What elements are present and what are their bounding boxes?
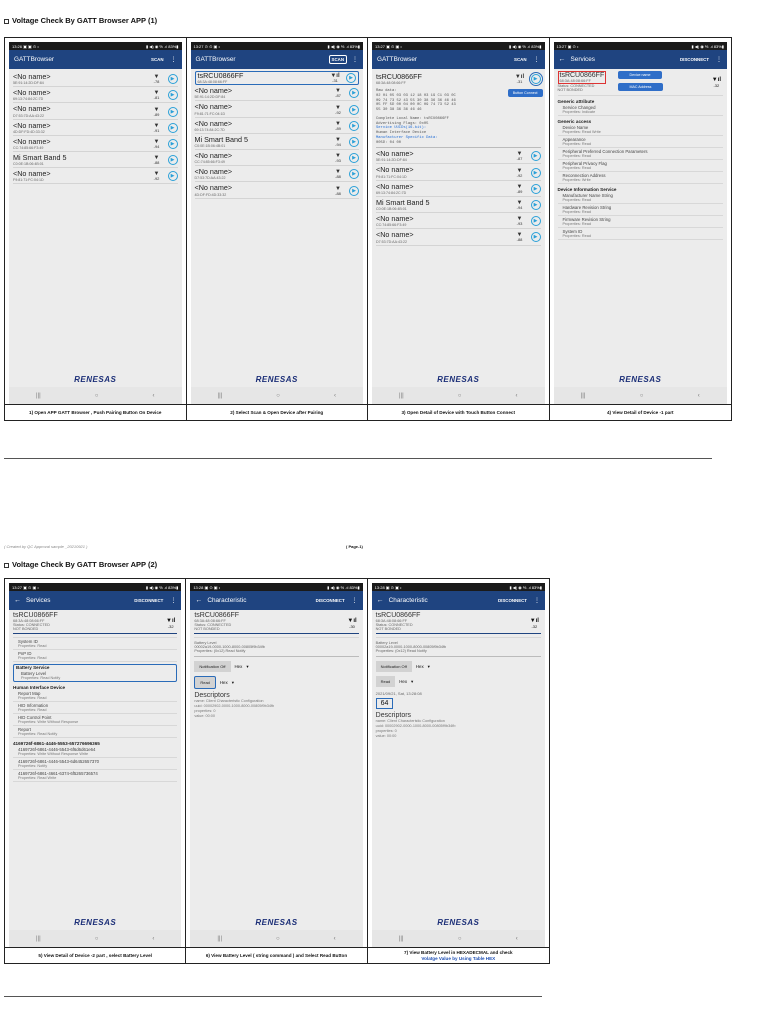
device-mac: 68:3A:48:08:66:FF [13, 619, 45, 623]
scan-button[interactable]: SCAN [514, 57, 527, 62]
device-mac: 69:13:74:84:2C:7D [194, 127, 225, 132]
signal-strength-icon: ▼ -91 [153, 122, 160, 133]
chevron-down-icon[interactable]: ▾ [411, 678, 414, 684]
app-bar [372, 50, 545, 69]
home-icon[interactable]: ○ [457, 392, 462, 399]
chevron-down-icon[interactable]: ▾ [427, 663, 430, 669]
characteristic-item[interactable]: HID Control Point Properties: Write Without Response [13, 714, 177, 726]
signal-strength-icon: ▼ -94 [335, 136, 341, 147]
connect-button[interactable]: ▶ [346, 73, 356, 83]
signal-strength: ▼ıl -30 [347, 618, 357, 629]
read-timestamp: 2021/09/21, Sat, 13:28:08 [375, 691, 422, 696]
page-title: Characteristic [388, 597, 428, 604]
renesas-logo: RENESAS [255, 375, 298, 384]
device-mac: D7:53:7D:AA:43:22 [13, 113, 44, 118]
scan-button[interactable]: SCAN [329, 55, 347, 64]
panel-4 [550, 38, 732, 420]
device-header: tsRCU0866FF 68:3A:48:08:66:FF Status: CONNECTED NOT BONDED ▼ıl -32 [558, 71, 724, 96]
panel-caption: 7) View Battery Level in HEXADECMAL and check Volatge Value by Using Table HEX [368, 947, 549, 963]
divider [4, 996, 542, 997]
characteristic-item[interactable]: Device Name Properties: Read Write [558, 124, 724, 136]
device-name: <No name> [194, 118, 233, 128]
signal-strength-icon: ▼ -89 [153, 106, 160, 117]
device-header: tsRCU0866FF 68:3A:48:08:66:FF Status: CONNECTED NOT BONDED ▼ıl -30 [194, 612, 358, 638]
back-arrow-icon[interactable]: ← [195, 597, 203, 604]
device-mac: 69:13:74:84:2C:7D [13, 97, 44, 102]
section1-title: Voltage Check By GATT Browser APP (1) [4, 16, 157, 25]
notification-off-button[interactable]: Notification Off [376, 661, 412, 672]
connect-button[interactable]: ▶ [168, 171, 178, 181]
footer-left: ( Created by QC Approval sample _20210921 ) [4, 544, 88, 549]
hid-service-head: Human Interface Device [13, 685, 66, 690]
format-select[interactable]: Hex [415, 664, 424, 669]
char-name: Battery Level [375, 641, 398, 645]
read-button[interactable]: Read [376, 676, 396, 687]
back-arrow-icon[interactable]: ← [14, 597, 21, 604]
app-title: GATTBrowser [14, 56, 55, 63]
signal-strength-icon: ▼ -88 [516, 232, 523, 243]
connect-button[interactable]: ▶ [349, 169, 359, 179]
connect-button[interactable]: ▶ [349, 137, 359, 147]
device-mac: 68:3A:48:08:66:FF [375, 619, 408, 623]
device-row[interactable] [13, 103, 178, 119]
status-bar: 13:27 ⊙ ⊙ ▣ • ▮ ◀) ◉ ℅ .ıl 83%▮ [191, 42, 364, 50]
device-name: tsRCU0866FF [194, 612, 240, 619]
device-name: tsRCU0866FF [559, 72, 605, 79]
device-row[interactable] [195, 150, 360, 166]
device-row[interactable] [13, 168, 178, 184]
device-row[interactable] [195, 134, 360, 150]
device-row[interactable] [13, 136, 178, 152]
characteristic-item[interactable]: Hardware Revision String Properties: Read [558, 204, 724, 216]
service-head: Device Information Service [557, 187, 617, 192]
app-bar [190, 591, 362, 610]
signal-strength-icon: ▼ -78 [153, 74, 160, 85]
app-title: GATTBrowser [377, 56, 418, 63]
nav-bar [190, 930, 362, 947]
menu-icon[interactable]: ⋮ [170, 598, 177, 604]
app-bar [191, 50, 364, 69]
menu-icon[interactable]: ⋮ [351, 598, 358, 604]
back-icon[interactable]: ‹ [333, 392, 336, 399]
raw-data: Raw data: 02 01 05 03 03 12 18 03 19 C1 03 0C 09 74 73 52 43 55 30 38 36 36 46 46 05 FF 5D 00 04 00 0C 09 74 73 52 43 55 30 38 36 36 46 46 Complete Local Name: tsRCU0866FF Advertising Flags: 0x05 Service UUIDs(16-bit): Human Interface Device Manufacturer Specific Data: 005D: 04 00 [376, 89, 456, 145]
signal-strength: ▼ıl -32 [166, 618, 176, 629]
characteristic-item[interactable]: 4169726f-6861-4661-6374-6f5265736574 Properties: Read Write [13, 770, 177, 782]
characteristic-item[interactable]: System ID Properties: Read [558, 228, 724, 240]
characteristic-item[interactable]: Firmware Revision String Properties: Read [558, 216, 724, 228]
characteristic-item[interactable]: 4169726f-6861-4446-5543-6f6d6d61e64 Properties: Write Without Response Write [13, 746, 177, 758]
device-mac: 5E:91:14:2D:DF:84 [376, 158, 407, 163]
nav-bar [554, 387, 728, 404]
device-name: tsRCU0866FF [13, 612, 58, 619]
device-name: <No name> [194, 183, 233, 193]
device-row[interactable] [13, 120, 178, 136]
phone-screen [191, 42, 364, 404]
connect-button[interactable]: ▶ [168, 90, 178, 100]
descriptor: name: Client Characteristic Configuration uuid: 00002902-0000-1000-8000-00805f9b34fb properties: 0 value: 00:00 [194, 699, 275, 718]
device-name: <No name> [13, 169, 51, 179]
device-header: tsRCU0866FF 68:3A:48:08:66:FF Status: CONNECTED NOT BONDED ▼ıl -32 [376, 612, 541, 638]
signal-strength: ▼ıl -32 [711, 77, 721, 88]
app-bar [9, 50, 182, 69]
characteristic-item[interactable]: HID Information Properties: Read [13, 702, 177, 714]
signal-strength-icon: ▼ -94 [516, 199, 523, 210]
signal-strength-icon: ▼ -89 [516, 183, 523, 194]
connect-button[interactable]: ▶ [531, 168, 541, 178]
back-icon[interactable]: ‹ [152, 935, 155, 942]
panel-caption: 4) View Detail of Device -1 part [550, 404, 732, 420]
signal-strength-icon: ▼ -92 [153, 171, 160, 182]
connect-button[interactable]: ▶ [168, 74, 178, 84]
device-mac: F9:81:71:FC:04:1D [13, 178, 44, 183]
home-icon[interactable]: ○ [457, 935, 462, 942]
screenshot-grid-2 [4, 578, 550, 964]
page-title: Characteristic [207, 597, 247, 604]
nav-bar [9, 930, 181, 947]
format-select[interactable]: Hex [399, 679, 408, 684]
menu-icon[interactable]: ⋮ [716, 57, 722, 63]
device-detail [372, 69, 545, 372]
device-mac: 69:13:74:84:2C:7D [376, 190, 407, 195]
connect-button[interactable]: ▶ [531, 151, 541, 161]
device-name: <No name> [194, 102, 233, 112]
connect-button[interactable]: ▶ [531, 216, 541, 226]
signal-strength-icon: ▼ -87 [516, 151, 523, 162]
phone-screen [554, 42, 728, 404]
app-title: GATTBrowser [195, 56, 236, 63]
device-name: <No name> [13, 120, 51, 130]
device-name: tsRCU0866FF [375, 612, 421, 619]
divider [4, 458, 712, 459]
connect-button[interactable]: ▶ [531, 184, 541, 194]
panel-2 [187, 38, 369, 420]
home-icon[interactable]: ○ [276, 392, 280, 399]
signal-strength-icon: ▼ -89 [335, 120, 341, 131]
status-bar: 13:27 ▣ ⊙ ▣ • ▮ ◀) ◉ ℅ .ıl 83%▮ [372, 42, 545, 50]
characteristic-item[interactable]: Appearance Properties: Read [558, 136, 724, 148]
device-name: <No name> [376, 165, 414, 175]
nav-bar [9, 387, 182, 404]
device-name: <No name> [194, 167, 233, 177]
custom-service-head: 4169726f-6861-4446-5553-657276696365 [13, 741, 100, 746]
status-bar: 13:27 ▣ ⊙ • ▮ ◀) ◉ ℅ .ıl 83%▮ [554, 42, 728, 50]
renesas-logo: RENESAS [74, 375, 117, 384]
mac-address-callout: MAC Address [618, 83, 664, 91]
device-row[interactable] [376, 197, 541, 213]
battery-service-group[interactable] [13, 664, 177, 682]
panel-3 [368, 38, 550, 420]
panel-caption: 6) View Battery Level ( string command ) and Select Read Button [186, 947, 366, 963]
nav-bar [191, 387, 364, 404]
characteristic-detail [372, 610, 545, 915]
signal-strength-icon: ▼ -93 [516, 216, 523, 227]
renesas-logo: RENESAS [619, 375, 662, 384]
device-mac: 68:3A:48:08:66:FF [559, 79, 591, 83]
format-select[interactable]: Hex [234, 664, 243, 669]
panel-6 [186, 579, 367, 963]
nav-bar [372, 930, 545, 947]
chevron-down-icon[interactable]: ▾ [246, 663, 249, 669]
signal-strength-icon: ▼ -87 [335, 88, 341, 99]
signal-strength: ▼ıl -32 [529, 618, 539, 629]
signal-strength-icon: ▼ -93 [335, 153, 341, 164]
services-list [9, 610, 181, 915]
characteristic-detail [190, 610, 362, 915]
char-props: Properties: (0x12) Read Notify [194, 649, 246, 653]
panel-caption: 5) View Detail of Device -2 part , select Battery Level [5, 947, 185, 963]
device-row[interactable] [195, 182, 360, 198]
app-bar [372, 591, 545, 610]
scan-button[interactable]: SCAN [151, 57, 164, 62]
signal-strength-icon: ▼ -81 [153, 90, 160, 101]
device-name: <No name> [13, 136, 51, 146]
signal-strength: ▼ıl -31 [514, 74, 525, 85]
button-connect-callout: Button Connect [508, 89, 543, 97]
recent-apps-icon[interactable]: ||| [36, 935, 41, 942]
recent-apps-icon[interactable]: ||| [399, 392, 404, 399]
device-row[interactable] [195, 101, 360, 117]
battery-value: 64 [376, 698, 394, 709]
device-mac: 5E:91:14:2D:DF:84 [13, 81, 44, 86]
recent-apps-icon[interactable]: ||| [36, 392, 41, 399]
device-name: <No name> [376, 230, 414, 240]
characteristic-item[interactable]: Report Properties: Read Notify [13, 726, 177, 738]
services-list [554, 69, 728, 372]
connect-button[interactable]: ▶ [531, 200, 541, 210]
characteristic-item[interactable]: Peripheral Preferred Connection Parameters Properties: Read [558, 148, 724, 160]
characteristic-item[interactable]: 4169726f-6861-4446-5543-6d6452657370 Properties: Notify [13, 758, 177, 770]
device-list [191, 69, 364, 372]
device-mac: CC:74:85:66:F3:49 [13, 146, 44, 151]
home-icon[interactable]: ○ [276, 935, 280, 942]
device-header: tsRCU0866FF 68:3A:48:08:66:FF Status: CONNECTED NOT BONDED ▼ıl -32 [13, 612, 177, 638]
device-name: tsRCU0866FF [197, 71, 244, 80]
home-icon[interactable]: ○ [94, 392, 99, 399]
selected-device[interactable] [195, 71, 360, 85]
device-list [9, 69, 182, 372]
page-number: ( Page-1) [346, 544, 363, 549]
device-name: <No name> [376, 149, 414, 159]
status-bar: 13:27 ▣ ⊙ ▣ • ▮ ◀) ◉ ℅ .ıl 83%▮ [9, 583, 181, 591]
signal-strength-icon: ▼ -88 [335, 185, 341, 196]
connect-button[interactable]: ▶ [349, 186, 359, 196]
descriptors-title: Descriptors [375, 712, 412, 719]
signal-strength-icon: ▼ -88 [153, 155, 160, 166]
recent-apps-icon[interactable]: ||| [398, 935, 404, 942]
menu-icon[interactable]: ⋮ [352, 57, 358, 63]
characteristic-item[interactable]: Manufacturer Name String Properties: Read [558, 192, 724, 204]
device-row[interactable] [13, 87, 178, 103]
device-row[interactable] [376, 181, 541, 197]
menu-icon[interactable]: ⋮ [170, 57, 177, 63]
device-name: tsRCU0866FF [376, 72, 422, 81]
device-name: Mi Smart Band 5 [13, 153, 67, 163]
connect-button[interactable]: ▶ [349, 121, 359, 131]
device-mac: C0:0E:1B:06:4B:01 [376, 207, 407, 212]
device-mac: 68:3A:48:08:66:FF [197, 80, 228, 85]
back-icon[interactable]: ‹ [152, 392, 155, 399]
device-mac: D7:53:7D:AA:43:22 [194, 176, 226, 181]
service-head: Generic attribute [557, 99, 595, 104]
device-row[interactable] [376, 164, 541, 180]
device-row[interactable] [13, 152, 178, 168]
connect-button[interactable]: ▶ [349, 88, 359, 98]
connect-button[interactable]: ▶ [531, 74, 541, 84]
device-mac: 4D:DF:FD:4D:33:32 [13, 129, 45, 134]
section2-title: Voltage Check By GATT Browser APP (2) [4, 560, 157, 569]
phone-screen [372, 42, 545, 404]
phone-screen [372, 583, 545, 947]
recent-apps-icon[interactable]: ||| [217, 392, 223, 399]
device-mac: C0:0E:1B:06:4B:01 [13, 162, 44, 167]
device-mac: C0:0E:1B:06:4B:01 [194, 144, 226, 149]
connect-button[interactable]: ▶ [349, 153, 359, 163]
descriptor: name: Client Characteristic Configuration uuid: 00002902-0000-1000-8000-00805f9b34fb properties: 0 value: 00:00 [375, 719, 456, 738]
service-head: Generic access [557, 119, 592, 124]
char-props: Properties: (0x12) Read Notify [375, 649, 427, 653]
connect-button[interactable]: ▶ [168, 139, 178, 149]
home-icon[interactable]: ○ [639, 392, 644, 399]
signal-strength-icon: ▼ -92 [516, 167, 523, 178]
device-name: <No name> [13, 104, 51, 114]
device-name: <No name> [194, 86, 233, 96]
panel-caption: 3) Open Detail of Device with Touch Button Connect [368, 404, 549, 420]
status-bar: 13:28 ▣ ⊙ ▣ • ▮ ◀) ◉ ℅ .ıl 83%▮ [190, 583, 362, 591]
device-row[interactable] [376, 148, 541, 164]
home-icon[interactable]: ○ [94, 935, 99, 942]
back-icon[interactable]: ‹ [515, 392, 518, 399]
device-mac: F9:81:71:FC:04:1D [376, 174, 407, 179]
device-name: <No name> [13, 72, 51, 81]
battery-service-head: Battery Service [16, 665, 50, 670]
device-mac: 5E:91:14:2D:DF:84 [194, 95, 226, 100]
chevron-down-icon[interactable]: ▾ [231, 679, 234, 685]
device-name: Mi Smart Band 5 [376, 197, 430, 207]
panel-7 [368, 579, 549, 963]
connect-button[interactable]: ▶ [349, 105, 359, 115]
status-bar: 13:26 ▣ ▣ ⊙ • ▮ ◀) ◉ ℅ .ıl 83%▮ [9, 42, 182, 50]
nav-bar [372, 387, 545, 404]
device-name: <No name> [13, 88, 51, 98]
device-mac: F9:81:71:FC:04:1D [194, 111, 226, 116]
signal-strength-icon: ▼ -94 [153, 138, 160, 149]
panel-5 [5, 579, 186, 963]
characteristic-item[interactable]: System ID Properties: Read [13, 638, 177, 650]
renesas-logo: RENESAS [437, 918, 480, 927]
device-mac: 68:3A:48:08:66:FF [194, 619, 226, 623]
characteristic-item[interactable]: Peripheral Privacy Flag Properties: Read [558, 160, 724, 172]
panel-1 [5, 38, 187, 420]
device-mac: D7:53:7D:AA:43:22 [376, 239, 407, 244]
characteristic-item[interactable]: Report Map Properties: Read [13, 690, 177, 702]
descriptors-title: Descriptors [194, 692, 230, 699]
back-arrow-icon[interactable]: ← [376, 597, 384, 604]
device-name: Mi Smart Band 5 [194, 134, 249, 144]
device-row[interactable] [376, 229, 541, 245]
connect-button[interactable]: ▶ [531, 232, 541, 242]
panel-caption: 2) Select Scan & Open Device after Pairing [187, 404, 368, 420]
read-button[interactable]: Read [194, 676, 216, 689]
recent-apps-icon[interactable]: ||| [580, 392, 586, 399]
device-name: <No name> [376, 181, 414, 191]
characteristic-item[interactable]: PnP ID Properties: Read [13, 650, 177, 662]
device-mac: 68:3A:48:08:66:FF [376, 81, 406, 86]
device-row[interactable] [195, 166, 360, 182]
selected-device[interactable] [376, 71, 541, 86]
connect-button[interactable]: ▶ [168, 107, 178, 117]
characteristic-item[interactable]: Service Changed Properties: Indicate [558, 104, 724, 116]
device-mac: 4D:DF:FD:4D:33:32 [194, 192, 227, 197]
menu-icon[interactable]: ⋮ [533, 57, 540, 63]
device-row[interactable] [13, 71, 178, 87]
disconnect-button[interactable]: DISCONNECT [679, 57, 709, 62]
status-bar: 13:28 ▣ ⊙ ▣ • ▮ ◀) ◉ ℅ .ıl 83%▮ [372, 583, 545, 591]
menu-icon[interactable]: ⋮ [533, 598, 540, 604]
back-arrow-icon[interactable]: ← [558, 56, 566, 63]
connect-button[interactable]: ▶ [168, 155, 178, 165]
phone-screen [190, 583, 362, 947]
disconnect-button[interactable]: DISCONNECT [315, 598, 345, 603]
connect-button[interactable]: ▶ [168, 123, 178, 133]
device-mac: CC:74:85:66:F3:49 [376, 223, 407, 228]
notification-off-button[interactable]: Notification Off [194, 661, 230, 672]
disconnect-button[interactable]: DISCONNECT [497, 598, 527, 603]
char-uuid: 00002a19-0000-1000-8000-00805f9b34fb [194, 645, 265, 649]
signal-strength: ▼ıl -31 [330, 73, 340, 84]
disconnect-button[interactable]: DISCONNECT [134, 598, 164, 603]
device-row[interactable] [195, 85, 360, 101]
char-uuid: 00002a19-0000-1000-8000-00805f9b34fb [375, 645, 447, 649]
back-icon[interactable]: ‹ [697, 392, 700, 399]
device-name: <No name> [376, 214, 414, 224]
screenshot-grid-1 [4, 37, 732, 421]
device-row[interactable] [195, 118, 360, 134]
recent-apps-icon[interactable]: ||| [217, 935, 223, 942]
characteristic-item[interactable]: Reconnection Address Properties: Write [558, 172, 724, 184]
panel-caption: 1) Open APP GATT Browser , Push Pairing Button On Device [5, 404, 186, 420]
page-title: Services [570, 56, 596, 63]
back-icon[interactable]: ‹ [333, 935, 336, 942]
renesas-logo: RENESAS [437, 375, 480, 384]
device-row[interactable] [376, 213, 541, 229]
signal-strength-icon: ▼ -88 [335, 169, 341, 180]
signal-strength-icon: ▼ -92 [335, 104, 341, 115]
phone-screen [9, 583, 181, 947]
device-name-callout: Device name [618, 71, 663, 79]
renesas-logo: RENESAS [255, 918, 298, 927]
phone-screen [9, 42, 182, 404]
page-title: Services [26, 597, 51, 604]
format-select[interactable]: Hex [219, 680, 228, 685]
device-mac: CC:74:85:66:F3:49 [194, 160, 225, 165]
char-name: Battery Level [194, 641, 217, 645]
back-icon[interactable]: ‹ [515, 935, 518, 942]
renesas-logo: RENESAS [74, 918, 117, 927]
app-bar [554, 50, 728, 69]
app-bar [9, 591, 181, 610]
battery-level-item[interactable]: Battery Level Properties: Read Notify [21, 671, 61, 680]
device-name: <No name> [194, 151, 233, 161]
